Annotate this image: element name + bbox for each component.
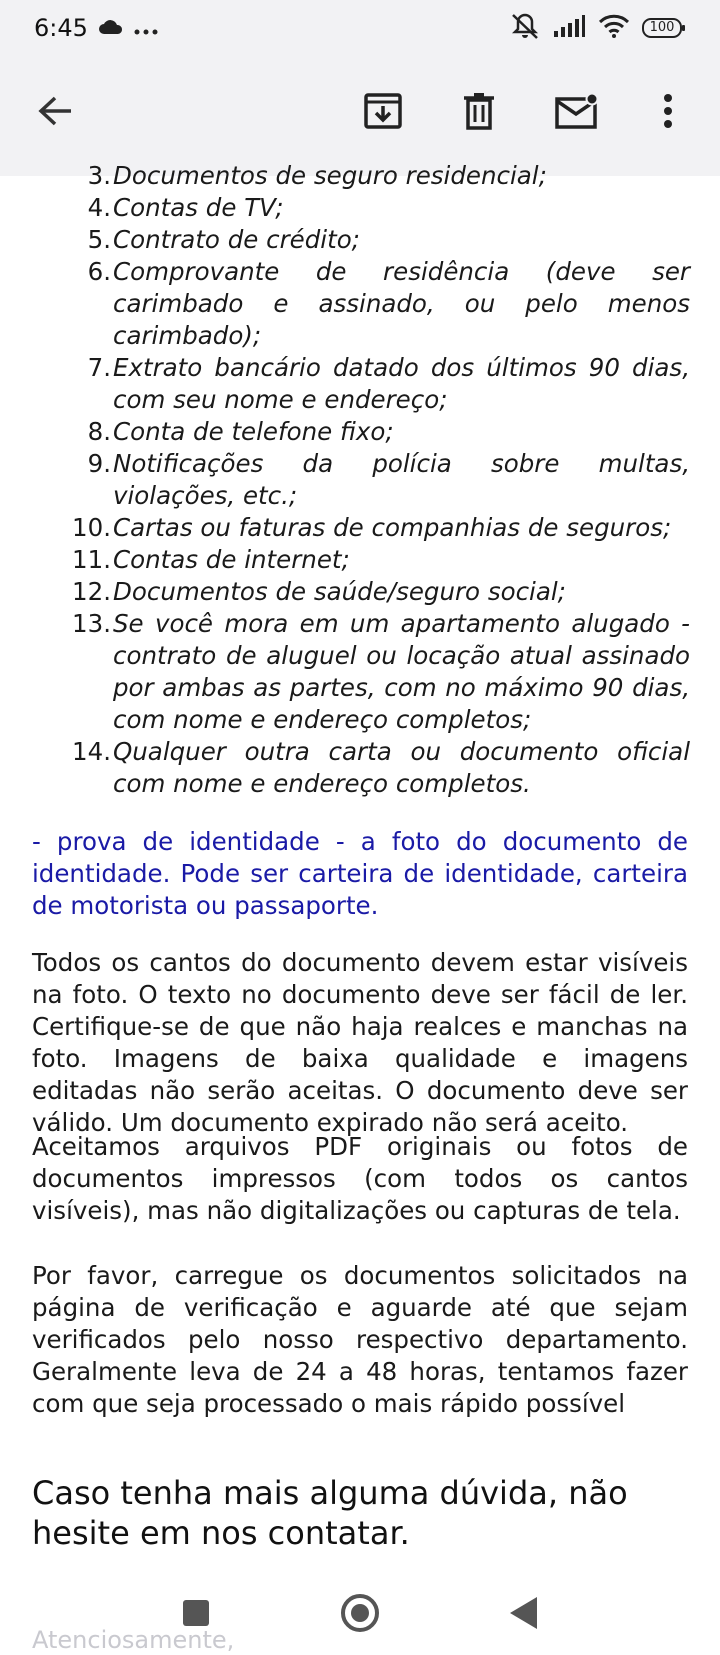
list-item xyxy=(0,192,720,224)
list-item xyxy=(0,448,720,512)
list-item xyxy=(0,576,720,608)
photo-requirements-paragraph: Todos os cantos do documento devem estar visíveis na foto. O texto no documento deve ser fácil de ler. Certifique-se de que não haja realces e manchas na foto. Imagens de baixa qualidade e imagens editadas não serão aceitas. O documento deve ser válido. Um documento expirado não será aceito. xyxy=(32,948,688,1137)
list-item-number: 8. xyxy=(87,417,111,446)
list-item xyxy=(0,512,720,544)
list-item-text: Comprovante de residência (deve ser carimbado e assinado, ou pelo menos carimbado); xyxy=(113,257,690,350)
more-dots-icon xyxy=(134,14,158,42)
home-circle-icon[interactable] xyxy=(335,1588,385,1638)
recents-square-icon[interactable] xyxy=(171,1588,221,1638)
email-toolbar xyxy=(0,56,720,176)
list-item xyxy=(0,416,720,448)
back-triangle-icon[interactable] xyxy=(498,1588,548,1638)
list-item-text: Contas de internet; xyxy=(113,545,350,574)
list-item-text: Contrato de crédito; xyxy=(113,225,360,254)
list-item-text: Cartas ou faturas de companhias de seguros; xyxy=(113,513,672,542)
upload-instructions-paragraph: Por favor, carregue os documentos solicitados na página de verificação e aguarde até que sejam verificados pelo nosso respectivo departamento. Geralmente leva de 24 a 48 horas, tentamos fazer com que seja processado o mais rápido possível xyxy=(32,1261,688,1418)
list-item xyxy=(0,256,720,352)
back-arrow-icon[interactable] xyxy=(30,86,80,136)
list-item xyxy=(0,224,720,256)
identity-proof-paragraph: - prova de identidade - a foto do documento de identidade. Pode ser carteira de identidade, carteira de motorista ou passaporte. xyxy=(32,827,688,920)
list-item-text: Qualquer outra carta ou documento oficial com nome e endereço completos. xyxy=(113,737,690,798)
list-item-text: Contas de TV; xyxy=(113,193,284,222)
status-time: 6:45 xyxy=(34,14,88,42)
list-item-number: 7. xyxy=(87,353,111,382)
list-item-number: 13. xyxy=(72,609,111,638)
mark-unread-icon[interactable] xyxy=(551,86,601,136)
status-right xyxy=(510,12,686,44)
list-item-text: Conta de telefone fixo; xyxy=(113,417,394,446)
wifi-icon xyxy=(598,14,630,42)
list-item-number: 9. xyxy=(87,449,111,478)
list-item-text: Extrato bancário datado dos últimos 90 dias, com seu nome e endereço; xyxy=(113,353,690,414)
list-item-number: 4. xyxy=(87,193,111,222)
more-vert-icon[interactable] xyxy=(643,86,693,136)
list-item xyxy=(0,352,720,416)
status-bar xyxy=(0,0,720,56)
battery-icon xyxy=(642,17,686,39)
status-left xyxy=(34,14,158,42)
email-body xyxy=(0,161,720,1654)
accepted-files-paragraph: Aceitamos arquivos PDF originais ou fotos de documentos impressos (com todos os cantos visíveis), mas não digitalizações ou capturas de tela. xyxy=(32,1132,688,1225)
closing-heading: Caso tenha mais alguma dúvida, não hesite em nos contatar. xyxy=(32,1474,628,1552)
list-item-number: 12. xyxy=(72,577,111,606)
archive-icon[interactable] xyxy=(358,86,408,136)
signoff-text: Atenciosamente, xyxy=(32,1626,235,1654)
list-item-text: Documentos de seguro residencial; xyxy=(113,161,547,190)
list-item-number: 14. xyxy=(72,737,111,766)
system-nav-bar xyxy=(0,1570,720,1650)
list-item-number: 3. xyxy=(87,161,111,190)
signal-icon xyxy=(552,14,586,42)
document-list xyxy=(0,160,720,800)
list-item-number: 11. xyxy=(72,545,111,574)
list-item xyxy=(0,544,720,576)
delete-icon[interactable] xyxy=(454,86,504,136)
list-item xyxy=(0,160,720,192)
mute-icon xyxy=(510,12,540,44)
list-item-number: 5. xyxy=(87,225,111,254)
list-item-text: Documentos de saúde/seguro social; xyxy=(113,577,566,606)
list-item-number: 10. xyxy=(72,513,111,542)
list-item-text: Se você mora em um apartamento alugado - contrato de aluguel ou locação atual assinado por ambas as partes, com no máximo 90 dias, com nome e endereço completos; xyxy=(113,609,690,734)
list-item-text: Notificações da polícia sobre multas, violações, etc.; xyxy=(113,449,690,510)
cloud-icon xyxy=(98,14,124,42)
list-item xyxy=(0,736,720,800)
list-item-number: 6. xyxy=(87,257,111,286)
list-item xyxy=(0,608,720,736)
battery-level: 100 xyxy=(649,20,675,35)
